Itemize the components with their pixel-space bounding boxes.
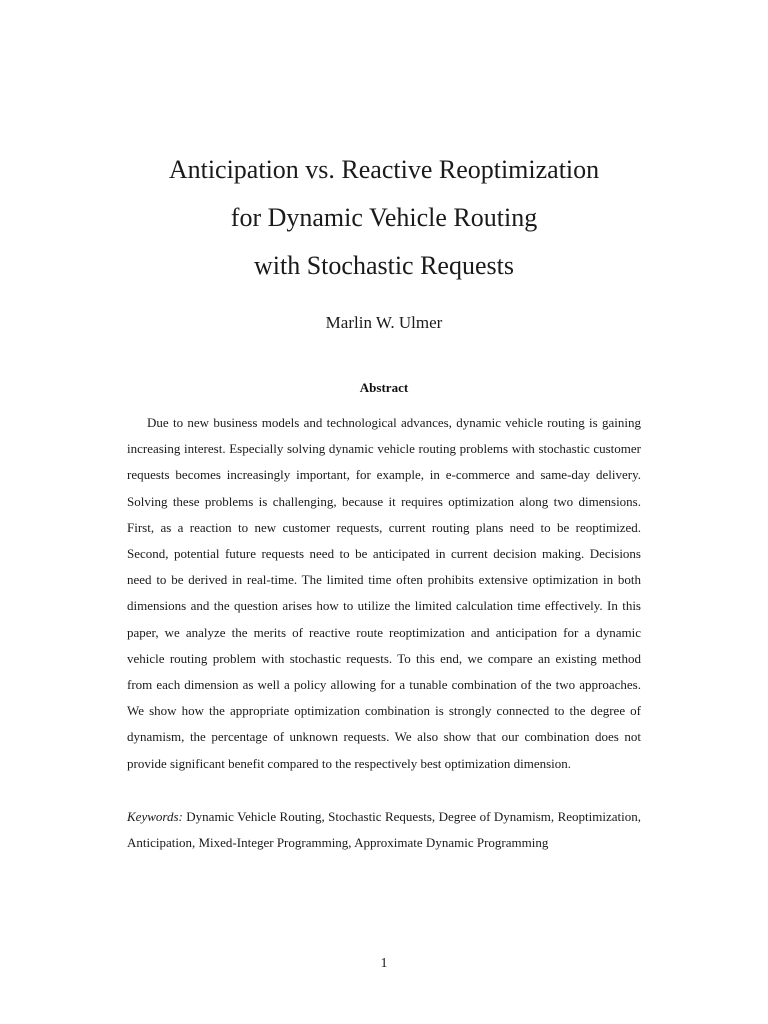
keywords-text: Dynamic Vehicle Routing, Stochastic Requests, Degree of Dynamism, Reoptimization, Anticipation, Mixed-Integer Programming, Approximate Dynamic Programming: [127, 809, 641, 851]
keywords-section: [127, 804, 641, 856]
title-line-2: for Dynamic Vehicle Routing: [230, 203, 538, 232]
abstract-paragraph: Due to new business models and technological advances, dynamic vehicle routing is gaining increasing interest. Especially solving dynamic vehicle routing problems with stochastic customer requests becomes increasingly important, for example, in e-commerce and same-day delivery. Solving these problems is challenging, because it requires optimization along two dimensions. First, as a reaction to new customer requests, current routing plans need to be reoptimized. Second, potential future requests need to be anticipated in current decision making. Decisions need to be derived in real-time. The limited time often prohibits extensive optimization in both dimensions and the question arises how to utilize the limited calculation time effectively. In this paper, we analyze the merits of reactive route reoptimization and anticipation for a dynamic vehicle routing problem with stochastic requests. To this end, we compare an existing method from each dimension as well a policy allowing for a tunable combination of the two approaches. We show how the appropriate optimization combination is strongly connected to the degree of dynamism, the percentage of unknown requests. We also show that our combination does not provide significant benefit compared to the respectively best optimization dimension.: [127, 415, 641, 771]
paper-title: [0, 146, 768, 290]
title-line-3: with Stochastic Requests: [254, 251, 514, 280]
abstract-heading: Abstract: [359, 380, 409, 395]
keywords-label: Keywords:: [127, 809, 187, 824]
abstract-body: [127, 410, 641, 777]
author-name: Marlin W. Ulmer: [325, 313, 443, 332]
page-number: 1: [380, 956, 388, 971]
title-line-1: Anticipation vs. Reactive Reoptimization: [168, 155, 600, 184]
